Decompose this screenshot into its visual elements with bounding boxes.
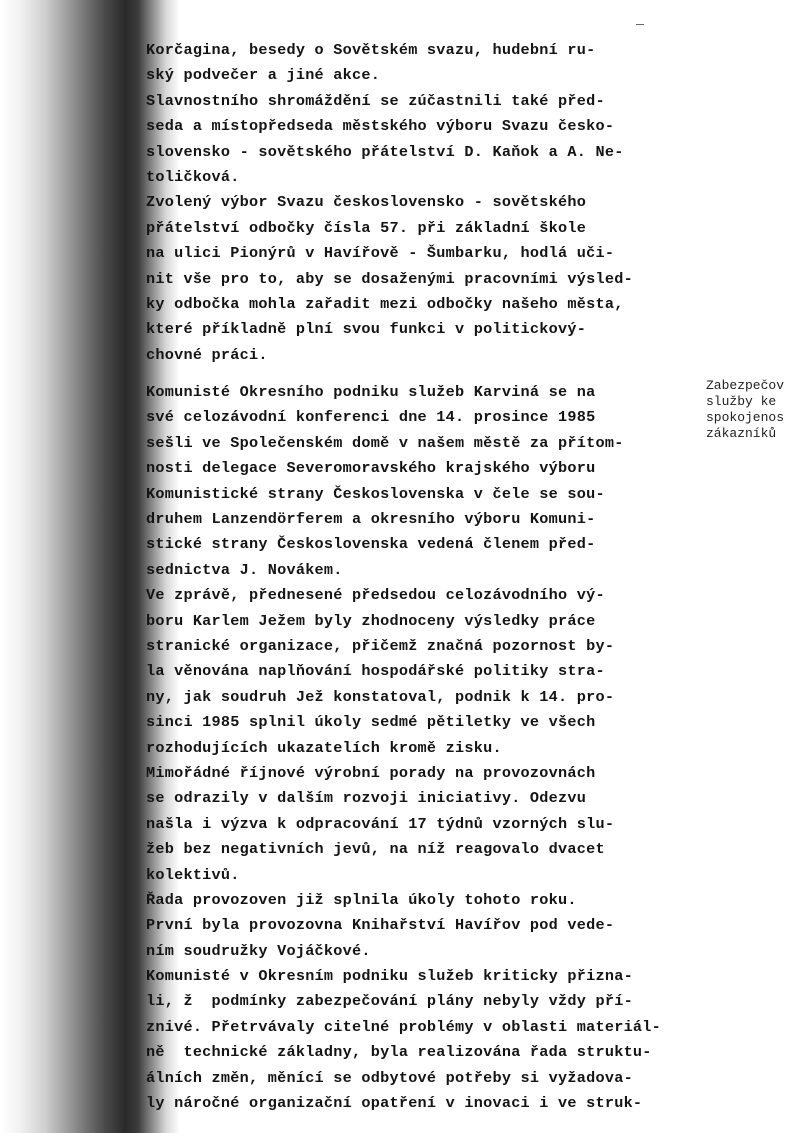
- text-line: které příkladně plní svou funkci v politickový-: [146, 320, 587, 339]
- text-line: se odrazily v dalším rozvoji iniciativy. Odezvu: [146, 789, 587, 808]
- text-line: Zvolený výbor Svazu československo - sovětského: [146, 193, 587, 212]
- text-line: slovensko - sovětského přátelství D. Kaňok a A. Ne-: [146, 142, 624, 161]
- typewritten-text-column: [146, 38, 686, 1116]
- text-line: Mimořádné říjnové výrobní porady na provozovnách: [146, 763, 596, 782]
- text-line: stické strany Československa vedená členem před-: [146, 535, 596, 554]
- text-line: na ulici Pionýrů v Havířově - Šumbarku, hodlá uči-: [146, 244, 615, 263]
- text-line: Korčagina, besedy o Sovětském svazu, hudební ru-: [146, 41, 596, 59]
- text-line: Komunistické strany Československa v čele se sou-: [146, 484, 605, 503]
- text-line: ny, jak soudruh Jež konstatoval, podnik k 14. pro-: [146, 687, 615, 706]
- text-line: našla i výzva k odpracování 17 týdnů vzorných slu-: [146, 814, 615, 833]
- text-line: ním soudružky Vojáčkové.: [146, 941, 371, 960]
- text-line: seda a místopředseda městského výboru Svazu česko-: [146, 117, 615, 136]
- text-line: Slavnostního shromáždění se zúčastnili také před-: [146, 91, 605, 110]
- text-line: znivé. Přetrvávaly citelné problémy v oblasti materiál-: [146, 1017, 662, 1036]
- text-line: Komunisté v Okresním podniku služeb kriticky přizna-: [146, 967, 633, 986]
- text-line: své celozávodní konferenci dne 14. prosince 1985: [146, 408, 596, 427]
- text-line: ský podvečer a jiné akce.: [146, 66, 381, 85]
- text-line: toličková.: [146, 167, 240, 186]
- text-line: sešli ve Společenském domě v našem městě za přítom-: [146, 433, 624, 452]
- text-line: rozhodujících ukazatelích kromě zisku.: [146, 738, 502, 757]
- text-line: Komunisté Okresního podniku služeb Karviná se na: [146, 383, 596, 402]
- text-line: přátelství odbočky čísla 57. při základní škole: [146, 218, 587, 237]
- text-line: li, ž podmínky zabezpečování plány nebyly vždy pří-: [146, 992, 633, 1011]
- text-line: chovné práci.: [146, 345, 268, 364]
- edge-mark: [636, 24, 644, 25]
- text-line: První byla provozovna Knihařství Havířov pod vede-: [146, 916, 615, 935]
- text-line: kolektivů.: [146, 865, 240, 884]
- text-line: žeb bez negativních jevů, na níž reagovalo dvacet: [146, 840, 605, 859]
- text-line: sinci 1985 splnil úkoly sedmé pětiletky ve všech: [146, 713, 596, 732]
- margin-note-line: spokojenos: [706, 410, 785, 425]
- margin-note-line: služby ke: [706, 394, 777, 409]
- text-line: ly náročné organizační opatření v inovaci i ve struk-: [146, 1094, 643, 1113]
- paragraph-gap: [146, 368, 686, 380]
- margin-note: [706, 378, 812, 442]
- text-line: sednictva J. Novákem.: [146, 560, 343, 579]
- margin-note-line: zákazníků: [706, 426, 777, 441]
- text-line: Řada provozoven již splnila úkoly tohoto roku.: [146, 890, 577, 909]
- margin-note-line: Zabezpečov: [706, 378, 785, 393]
- text-line: stranické organizace, přičemž značná pozornost by-: [146, 636, 615, 655]
- text-line: la věnována naplňování hospodářské politiky stra-: [146, 662, 605, 681]
- text-line: ky odbočka mohla zařadit mezi odbočky našeho města,: [146, 294, 624, 313]
- text-line: álních změn, měnící se odbytové potřeby si vyžadova-: [146, 1068, 633, 1087]
- text-line: Ve zprávě, přednesené předsedou celozávodního vý-: [146, 586, 605, 605]
- text-line: nosti delegace Severomoravského krajského výboru: [146, 459, 596, 478]
- text-line: nit vše pro to, aby se dosaženými pracovními výsled-: [146, 269, 633, 288]
- text-line: boru Karlem Ježem byly zhodnoceny výsledky práce: [146, 611, 596, 630]
- text-line: ně technické základny, byla realizována řada struktu-: [146, 1043, 652, 1062]
- text-line: druhem Lanzendörferem a okresního výboru Komuni-: [146, 510, 596, 529]
